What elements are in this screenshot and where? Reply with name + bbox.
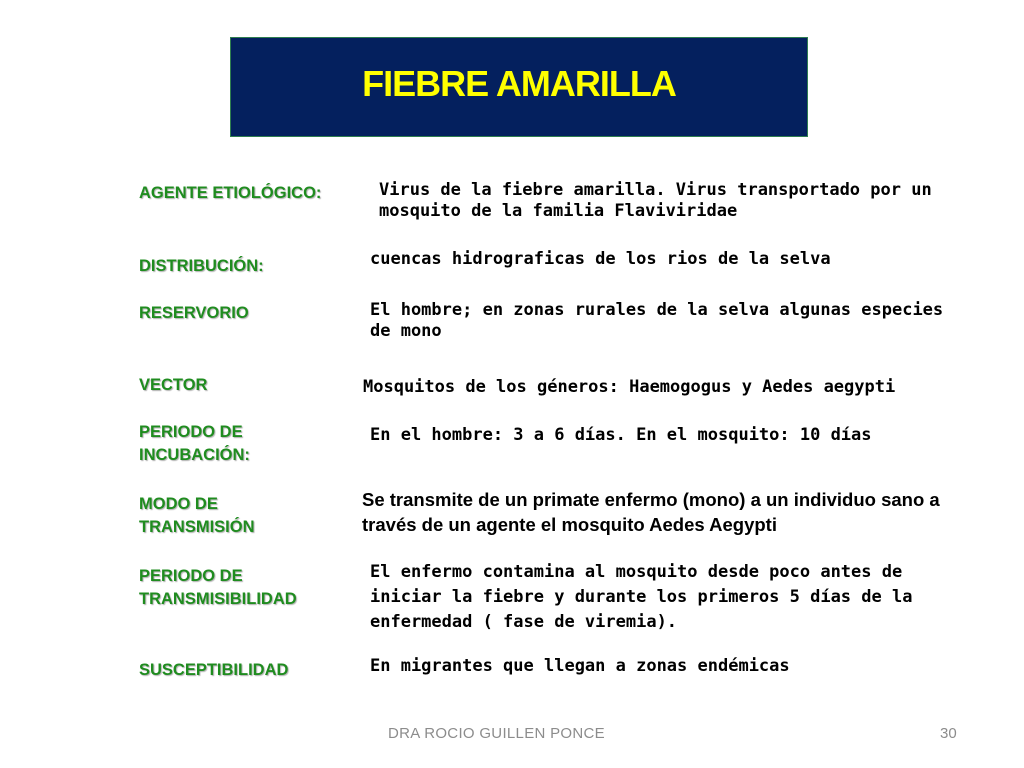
value-reservorio: El hombre; en zonas rurales de la selva algunas especies de mono (370, 300, 944, 341)
label-susceptibilidad: SUSCEPTIBILIDAD (139, 661, 289, 679)
value-susceptibilidad: En migrantes que llegan a zonas endémicas (370, 656, 790, 676)
value-modo-transmision: Se transmite de un primate enfermo (mono) a un individuo sano a través de un agente el mosquito Aedes Aegypti (362, 489, 940, 535)
value-periodo-incubacion: En el hombre: 3 a 6 días. En el mosquito: 10 días (370, 425, 872, 445)
slide-title: FIEBRE AMARILLA (362, 63, 676, 104)
value-agente-etiologico: Virus de la fiebre amarilla. Virus transportado por un mosquito de la familia Flaviviridae (379, 180, 932, 221)
label-periodo-transmisibilidad: PERIODO DE TRANSMISIBILIDAD (139, 567, 297, 608)
value-periodo-transmisibilidad: El enfermo contamina al mosquito desde poco antes de iniciar la fiebre y durante los primeros 5 días de la enfermedad ( fase de viremia). (370, 562, 913, 632)
label-reservorio: RESERVORIO (139, 304, 249, 322)
value-vector: Mosquitos de los géneros: Haemogogus y Aedes aegypti (363, 377, 896, 397)
footer-author: DRA ROCIO GUILLEN PONCE (388, 725, 605, 742)
footer-page-number: 30 (940, 725, 957, 742)
label-agente-etiologico: AGENTE ETIOLÓGICO: (139, 184, 322, 202)
label-periodo-incubacion: PERIODO DE INCUBACIÓN: (139, 423, 250, 464)
title-banner (230, 37, 808, 137)
label-distribucion: DISTRIBUCIÓN: (139, 257, 264, 275)
label-modo-transmision: MODO DE TRANSMISIÓN (139, 495, 255, 536)
value-distribucion: cuencas hidrograficas de los rios de la selva (370, 249, 831, 269)
label-vector: VECTOR (139, 376, 208, 394)
